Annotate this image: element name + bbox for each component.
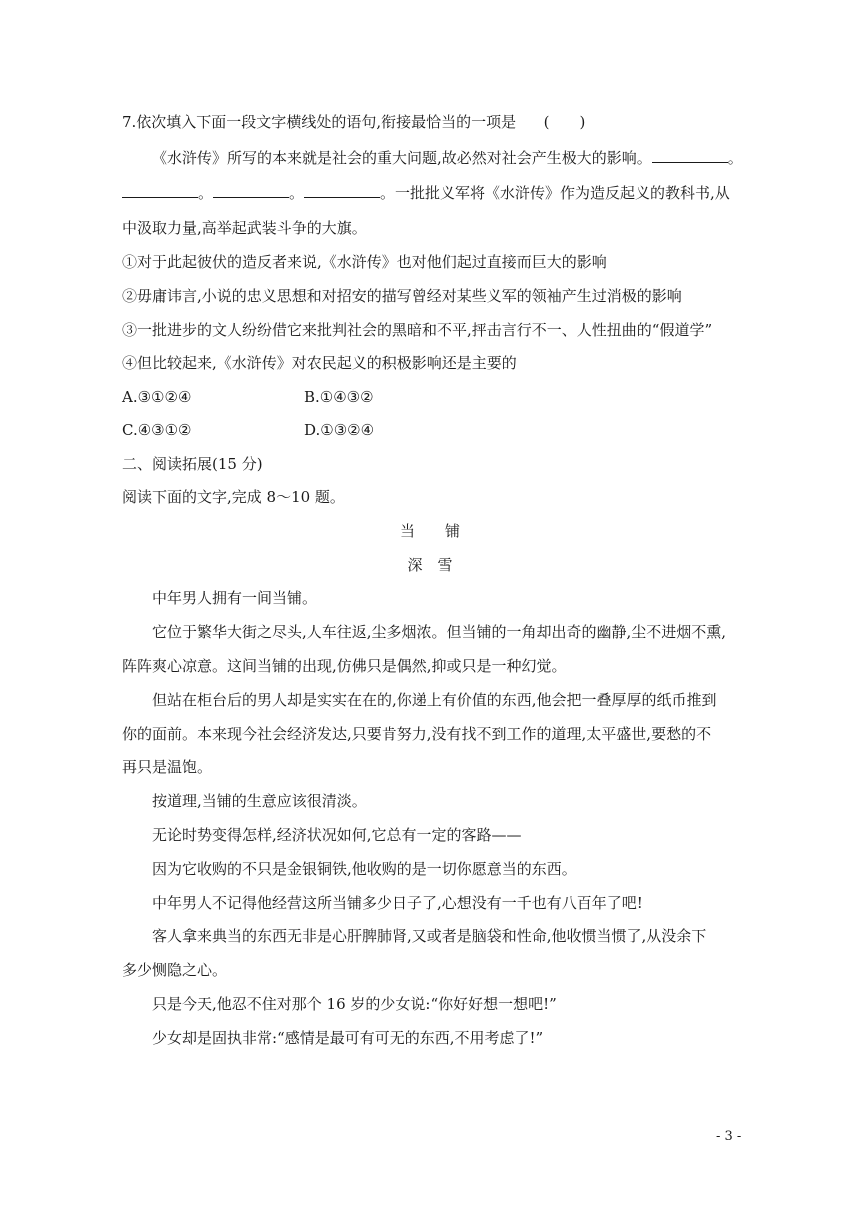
section-instruction: 阅读下面的文字,完成 8～10 题。 [122, 488, 345, 506]
period: 。 [289, 184, 305, 202]
page-number: - 3 - [716, 1129, 742, 1144]
story-author: 深 雪 [407, 556, 453, 574]
option-b: B.①④③② [304, 388, 374, 406]
story-paragraph: 但站在柜台后的男人却是实实在在的,你递上有价值的东西,他会把一叠厚厚的纸币推到 [152, 691, 717, 709]
question-stem-text: 7.依次填入下面一段文字横线处的语句,衔接最恰当的一项是 [122, 113, 517, 131]
section-heading: 二、阅读拓展(15 分) [122, 455, 263, 473]
options-row-2 [122, 420, 374, 440]
options-row-1 [122, 387, 374, 407]
story-paragraph-continued: 多少恻隐之心。 [122, 961, 228, 979]
statement-4: ④但比较起来,《水浒传》对农民起义的积极影响还是主要的 [122, 354, 517, 372]
passage-line-1 [152, 148, 743, 168]
statement-1: ①对于此起彼伏的造反者来说,《水浒传》也对他们起过直接而巨大的影响 [122, 253, 607, 271]
passage-line-3: 中汲取力量,高举起武装斗争的大旗。 [122, 219, 367, 237]
blank-1 [652, 150, 728, 163]
story-paragraph: 按道理,当铺的生意应该很清淡。 [152, 792, 367, 810]
period: 。 [727, 149, 743, 167]
statement-2: ②毋庸讳言,小说的忠义思想和对招安的描写曾经对某些义军的领袖产生过消极的影响 [122, 287, 682, 305]
option-c: C.④③①② [122, 421, 192, 439]
story-paragraph: 它位于繁华大街之尽头,人车往返,尘多烟浓。但当铺的一角却出奇的幽静,尘不进烟不熏, [152, 623, 727, 641]
passage-line-2 [122, 183, 730, 203]
option-a: A.③①②④ [122, 388, 192, 406]
story-paragraph-continued: 再只是温饱。 [122, 758, 213, 776]
story-paragraph: 因为它收购的不只是金银铜铁,他收购的是一切你愿意当的东西。 [152, 860, 577, 878]
story-paragraph: 只是今天,他忍不住对那个 16 岁的少女说:“你好好想一想吧!” [152, 995, 557, 1013]
option-d: D.①③②④ [304, 421, 375, 439]
story-paragraph: 中年男人拥有一间当铺。 [152, 589, 318, 607]
story-paragraph-continued: 你的面前。本来现今社会经济发达,只要肯努力,没有找不到工作的道理,太平盛世,要愁的不 [122, 725, 712, 743]
story-title: 当 铺 [399, 522, 460, 540]
question-7-stem [122, 112, 585, 132]
blank-4 [304, 185, 380, 198]
story-paragraph-continued: 阵阵爽心凉意。这间当铺的出现,仿佛只是偶然,抑或只是一种幻觉。 [122, 657, 567, 675]
statement-3: ③一批进步的文人纷纷借它来批判社会的黑暗和不平,抨击言行不一、人性扭曲的“假道学” [122, 321, 713, 339]
story-paragraph: 无论时势变得怎样,经济状况如何,它总有一定的客路—— [152, 826, 522, 844]
story-paragraph: 客人拿来典当的东西无非是心肝脾肺肾,又或者是脑袋和性命,他收惯当惯了,从没余下 [152, 927, 707, 945]
period: 。 [198, 184, 214, 202]
story-paragraph: 中年男人不记得他经营这所当铺多少日子了,心想没有一千也有八百年了吧! [152, 894, 643, 912]
story-paragraph: 少女却是固执非常:“感情是最可有可无的东西,不用考虑了!” [152, 1029, 544, 1047]
passage-text: 。一批批义军将《水浒传》作为造反起义的教科书,从 [380, 184, 730, 202]
blank-2 [122, 185, 198, 198]
blank-3 [213, 185, 289, 198]
answer-parentheses: ( ) [543, 113, 586, 131]
passage-text: 《水浒传》所写的本来就是社会的重大问题,故必然对社会产生极大的影响。 [152, 149, 652, 167]
